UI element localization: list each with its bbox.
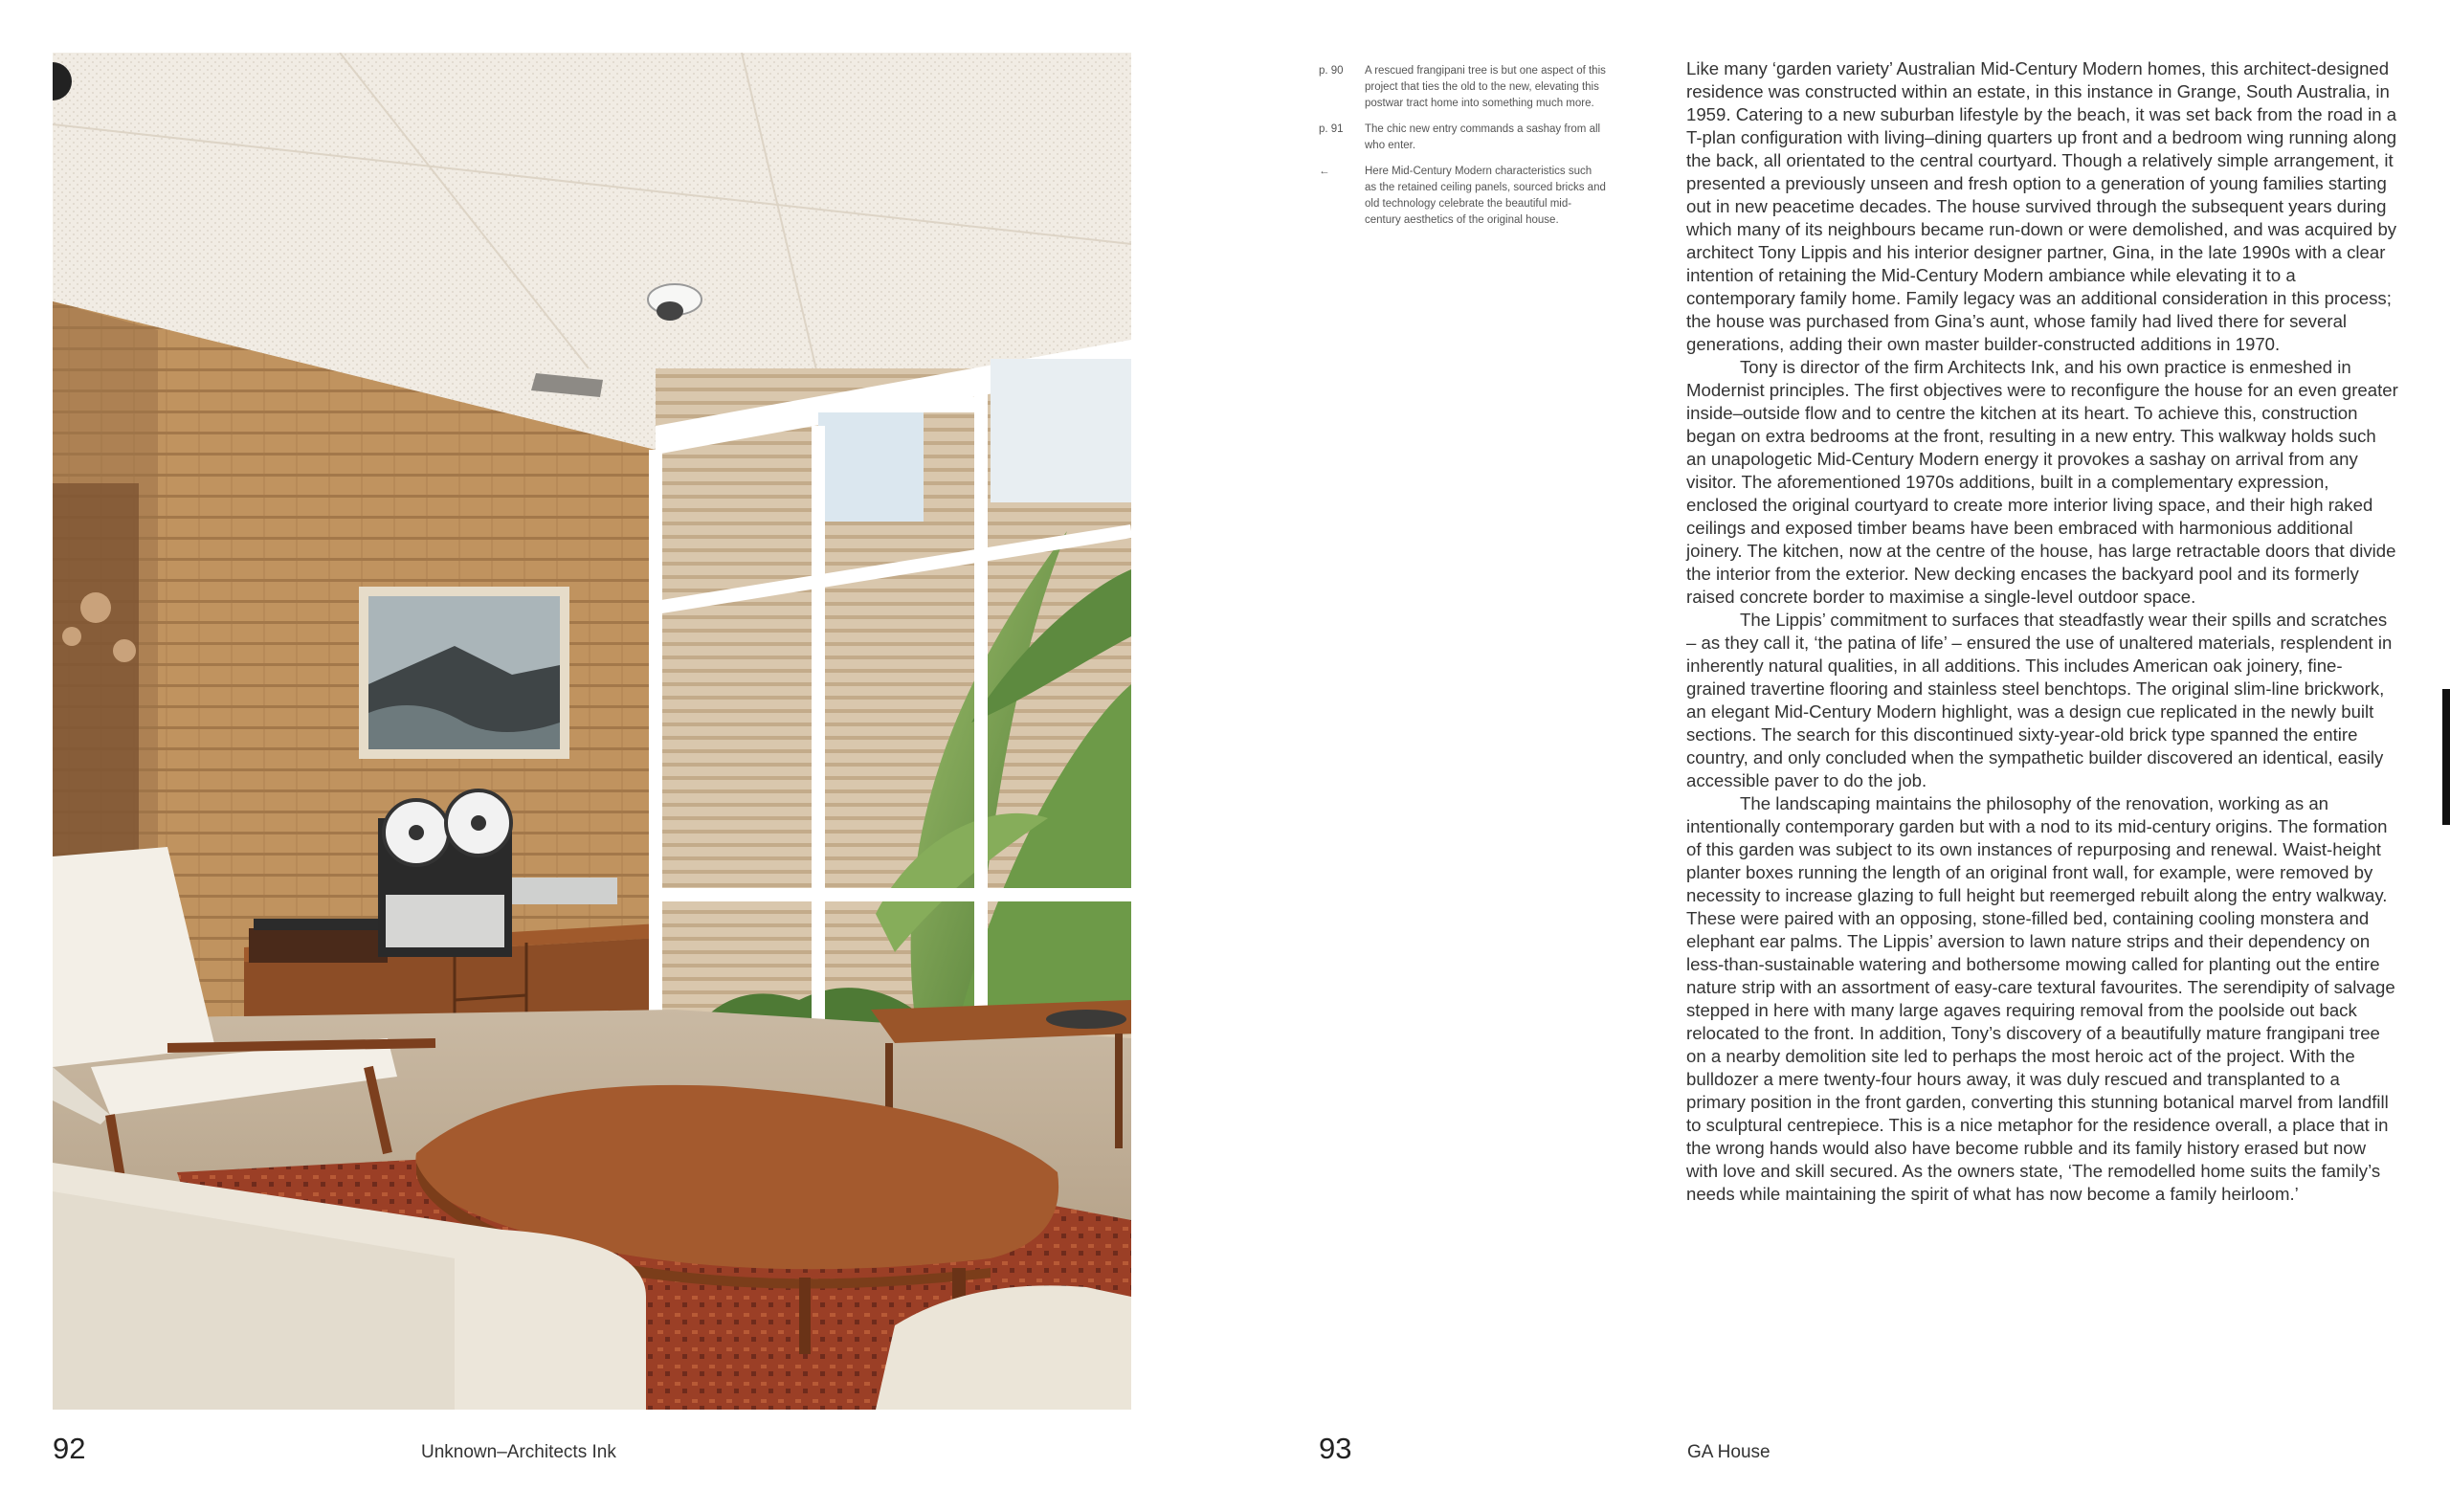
body-paragraph: The landscaping maintains the philosophy of the renovation, working as an intentionally contemporary garden but with a nod to its mid-century origins. The formation of this garden was subject to its own instances of repurposing and renewal. Waist-height planter boxes running the length of an original front wall, for example, were removed by necessity to increase glazing to full height but reemerged rebuilt along the entry walkway. These were paired with an opposing, stone-filled bed, containing cooling monstera and elephant ear palms. The Lippis’ aversion to lawn nature strips and their dependency on less-than-sustainable watering and bothersome mowing called for planting out the entire nature strip with an assortment of easy-care textural favourites. The serendipity of salvage stepped in here with many large agaves requiring removal from the poolside out back relocated to the front. In addition, Tony’s discovery of a beautifully mature frangipani tree on a nearby demolition site led to perhaps the most heroic act of the project. With the bulldozer a mere twenty-four hours away, it was duly rescued and transplanted to a primary position in the front garden, converting this stunning botanical marvel from landfill to sculptural centrepiece. This is a nice metaphor for the residence overall, a place that in the wrong hands would also have become rubble and its family history erased but now with love and skill secured. As the owners state, ‘The remodelled home suits the family’s needs while maintaining the spirit of what has now become a family heirloom.’ xyxy=(1686,793,2395,1204)
running-title-right: GA House xyxy=(1687,1442,1771,1462)
page-number-right: 93 xyxy=(1319,1432,1352,1465)
caption-item xyxy=(1319,164,1606,229)
caption-text: A rescued frangipani tree is but one aspect of this project that ties the old to the new, elevating this postwar tract home into something much more. xyxy=(1365,65,1606,109)
article-body xyxy=(1686,57,2399,1206)
caption-arrow-icon: ← xyxy=(1319,166,1330,177)
caption-text: Here Mid-Century Modern characteristics such as the retained ceiling panels, sourced bricks and old technology celebrate the beautiful mid-century aesthetics of the original house. xyxy=(1365,166,1606,226)
caption-ref: p. 91 xyxy=(1319,123,1344,135)
interior-photo xyxy=(53,53,1131,1410)
thumb-index-tab xyxy=(2442,689,2450,825)
body-paragraph: Tony is director of the firm Architects Ink, and his own practice is enmeshed in Modernist principles. The first objectives were to reconfigure the house for an even greater inside–outside flow and to centre the kitchen at its heart. To achieve this, construction began on extra bedrooms at the front, resulting in a new entry. This walkway holds such an unapologetic Mid-Century Modern energy it provokes a sashay on arrival from any visitor. The aforementioned 1970s additions, built in a complementary expression, enclosed the original courtyard to create more interior living space, and their high raked ceilings and exposed timber beams have been embraced with harmonious additional joinery. The kitchen, now at the centre of the house, has large retractable doors that divide the interior from the exterior. New decking encases the backyard pool and its formerly raised concrete border to maximise a single-level outdoor space. xyxy=(1686,357,2398,607)
body-paragraph: Like many ‘garden variety’ Australian Mid-Century Modern homes, this architect-designed residence was constructed within an estate, in this instance in Grange, South Australia, in 1959. Catering to a new suburban lifestyle by the beach, it was set back from the road in a T-plan configuration with living–dining quarters up front and a bedroom wing running along the back, all orientated to the central courtyard. Though a relatively simple arrangement, it presented a previously unseen and fresh option to a generation of young families starting out in new peacetime decades. The house survived through the subsequent years during which many of its neighbours became run-down or were demolished, and was acquired by architect Tony Lippis and his interior designer partner, Gina, in the late 1990s with a clear intention of retaining the Mid-Century Modern ambiance while elevating it to a contemporary family home. Family legacy was an additional consideration in this process; the house was purchased from Gina’s aunt, whose family had lived there for several generations, adding their own master builder-constructed additions in 1970. xyxy=(1686,58,2397,354)
page-number-left: 92 xyxy=(53,1432,86,1465)
running-title-left: Unknown–Architects Ink xyxy=(421,1442,616,1462)
caption-block xyxy=(1319,63,1606,238)
body-paragraph: The Lippis’ commitment to surfaces that steadfastly wear their spills and scratches – as they call it, ‘the patina of life’ – ensured the use of unaltered materials, resplendent in inherently natural qualities, in all additions. This includes American oak joinery, fine-grained travertine flooring and stainless steel benchtops. The original slim-line brickwork, an elegant Mid-Century Modern highlight, was a design cue replicated in the newly built sections. The search for this discontinued sixty-year-old brick type spanned the entire country, and only concluded when the sympathetic builder discovered an identical, easily accessible paver to do the job. xyxy=(1686,610,2393,790)
living-room-illustration xyxy=(53,53,1131,1410)
caption-text: The chic new entry commands a sashay from all who enter. xyxy=(1365,123,1601,151)
caption-ref: p. 90 xyxy=(1319,65,1344,77)
caption-item xyxy=(1319,63,1606,112)
caption-item xyxy=(1319,122,1606,154)
